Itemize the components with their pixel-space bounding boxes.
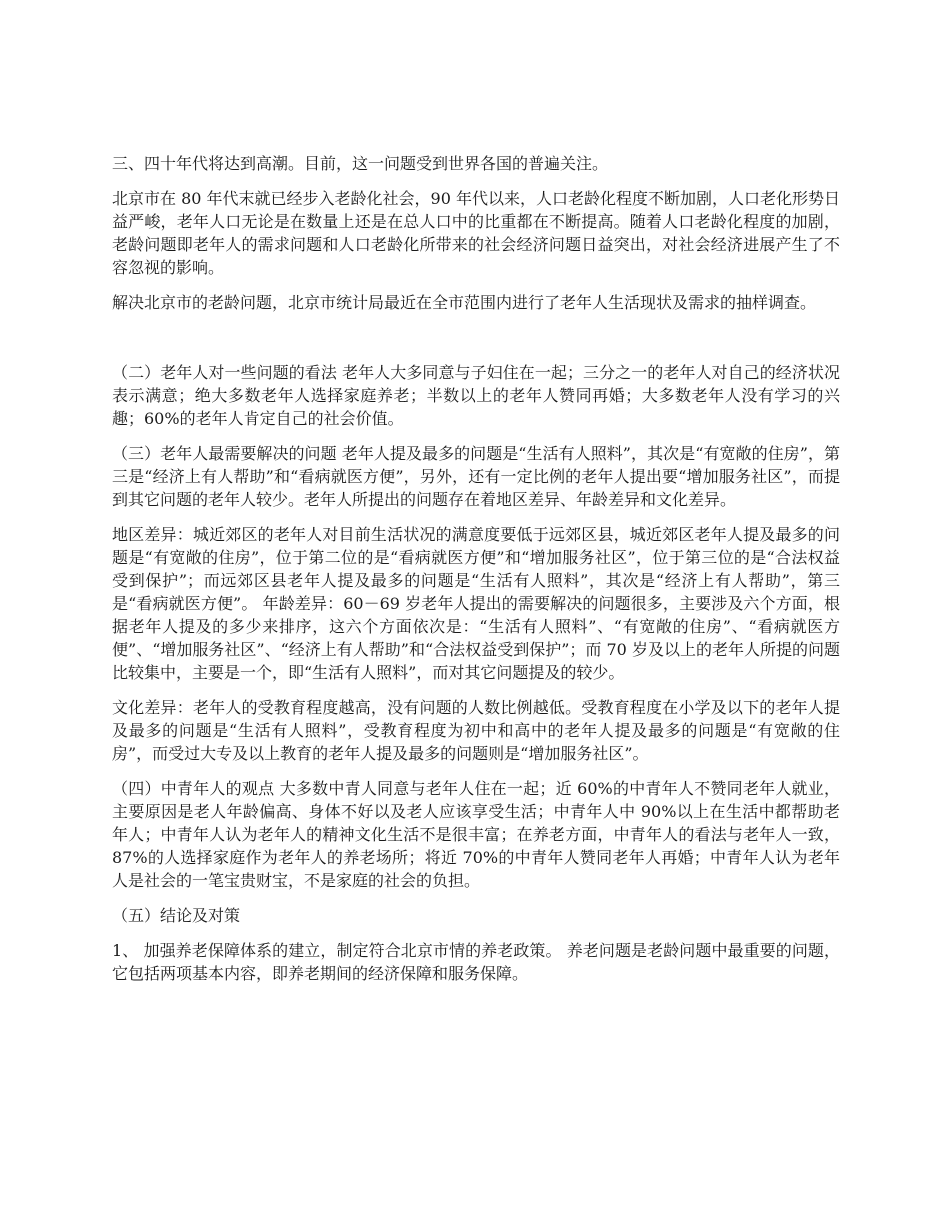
- paragraph-beijing-aging: 北京市在 80 年代末就已经步入老龄化社会，90 年代以来，人口老龄化程度不断加剧，人口老化形势日益严峻，老年人口无论是在数量上还是在总人口中的比重都在不断提高。随着人口老龄化程度的加剧，老龄问题即老年人的需求问题和人口老龄化所带来的社会经济问题日益突出，对社会经济进展产生了不容忽视的影响。: [112, 189, 840, 277]
- document-page: [112, 152, 840, 997]
- section-gap: [112, 326, 840, 361]
- paragraph-regional-age-differences: 地区差异：城近郊区的老年人对目前生活状况的满意度要低于远郊区县，城近郊区老年人提及最多的问题是“有宽敞的住房”，位于第二位的是“看病就医方便”和“增加服务社区”，位于第三位的是“合法权益受到保护”；而远郊区县老年人提及最多的问题是“生活有人照料”，其次是“经济上有人帮助”，第三是“看病就医方便”。 年龄差异：60－69 岁老年人提出的需要解决的问题很多，主要涉及六个方面，根据老年人提及的多少来排序，这六个方面依次是：“生活有人照料”、“有宽敞的住房”、“看病就医方便”、“增加服务社区”、“经济上有人帮助”和“合法权益受到保护”；而 70 岁及以上的老年人所提的问题比较集中，主要是一个，即“生活有人照料”，而对其它问题提及的较少。: [112, 525, 840, 682]
- paragraph-policy-1: 1、 加强养老保障体系的建立，制定符合北京市情的养老政策。 养老问题是老龄问题中最重要的问题，它包括两项基本内容，即养老期间的经济保障和服务保障。: [112, 941, 840, 983]
- heading-section-5-conclusion: （五）结论及对策: [112, 906, 241, 925]
- paragraph-intro-continuation: 三、四十年代将达到高潮。目前，这一问题受到世界各国的普遍关注。: [112, 154, 609, 173]
- paragraph-education-differences: 文化差异：老年人的受教育程度越高，没有问题的人数比例越低。受教育程度在小学及以下的老年人提及最多的问题是“生活有人照料”，受教育程度为初中和高中的老年人提及最多的问题是“有宽敞的住房”，而受过大专及以上教育的老年人提及最多的问题则是“增加服务社区”。: [112, 698, 840, 763]
- paragraph-survey-intro: 解决北京市的老龄问题，北京市统计局最近在全市范围内进行了老年人生活现状及需求的抽样调查。: [112, 293, 817, 312]
- paragraph-section-3-problems: （三）老年人最需要解决的问题 老年人提及最多的问题是“生活有人照料”，其次是“有宽敞的住房”，第三是“经济上有人帮助”和“看病就医方便”，另外，还有一定比例的老年人提出要“增加服务社区”，而提到其它问题的老年人较少。老年人所提出的问题存在着地区差异、年龄差异和文化差异。: [112, 444, 840, 509]
- paragraph-section-2-views: （二）老年人对一些问题的看法 老年人大多同意与子妇住在一起；三分之一的老年人对自己的经济状况表示满意；绝大多数老年人选择家庭养老；半数以上的老年人赞同再婚；大多数老年人没有学习的兴趣；60%的老年人肯定自己的社会价值。: [112, 363, 840, 428]
- paragraph-section-4-youth-views: （四）中青年人的观点 大多数中青人同意与老年人住在一起；近 60%的中青年人不赞同老年人就业，主要原因是老人年龄偏高、身体不好以及老人应该享受生活；中青年人中 90%以上在生活中都帮助老年人；中青年人认为老年人的精神文化生活不是很丰富；在养老方面，中青年人的看法与老年人一致，87%的人选择家庭作为老年人的养老场所；将近 70%的中青年人赞同老年人再婚；中青年人认为老年人是社会的一笔宝贵财宝，不是家庭的社会的负担。: [112, 779, 840, 890]
